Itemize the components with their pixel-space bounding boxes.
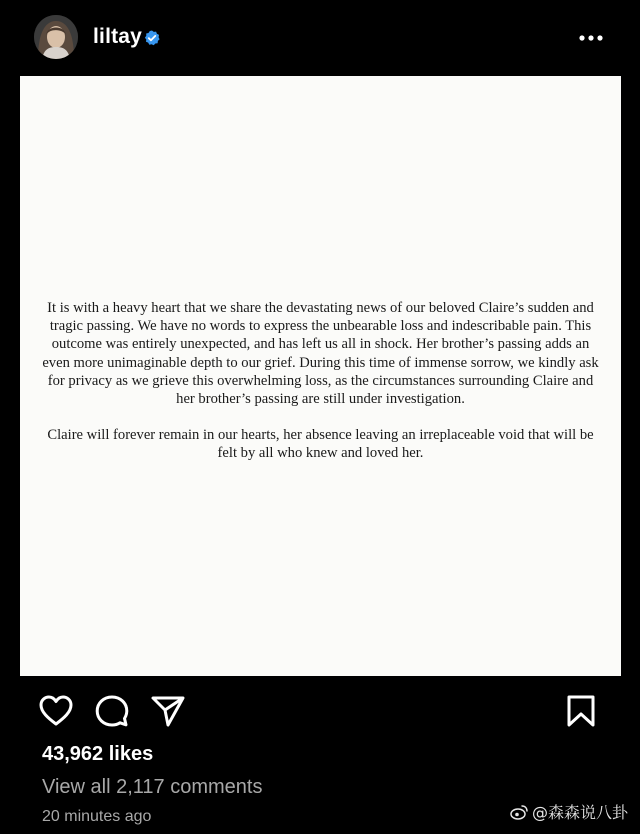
weibo-icon (510, 804, 528, 820)
action-bar (0, 690, 640, 730)
avatar[interactable] (34, 15, 78, 59)
watermark (510, 800, 628, 823)
username[interactable]: liltay (93, 25, 143, 48)
post-timestamp: 20 minutes ago (42, 808, 152, 825)
send-icon[interactable] (150, 694, 186, 728)
likes-count[interactable]: 43,962 likes (42, 743, 154, 765)
post-header (0, 0, 640, 76)
watermark-text: @森森说八卦 (531, 803, 628, 822)
verified-badge-icon (144, 30, 160, 46)
post-image[interactable] (20, 76, 621, 676)
avatar-image (34, 15, 78, 59)
announcement-text (38, 299, 603, 463)
announcement-paragraph-1: It is with a heavy heart that we share the devastating news of our beloved Claire’s sudden and tragic passing. We have no words to express the unbearable loss and indescribable pain. This outcome was entirely unexpected, and has left us all in shock. Her brother’s passing adds an even more unimaginable depth to our grief. During this time of immense sorrow, we kindly ask for privacy as we grieve this overwhelming loss, as the circumstances surrounding Claire and her brother’s passing are still under investigation. (42, 300, 599, 408)
heart-icon[interactable] (38, 694, 74, 728)
view-comments-link[interactable]: View all 2,117 comments (42, 776, 263, 798)
more-horizontal-icon[interactable] (574, 26, 608, 50)
announcement-paragraph-2: Claire will forever remain in our hearts, her absence leaving an irreplaceable void that will be felt by all who knew and loved her. (47, 427, 594, 462)
bookmark-icon[interactable] (563, 694, 599, 728)
comment-icon[interactable] (94, 694, 130, 728)
